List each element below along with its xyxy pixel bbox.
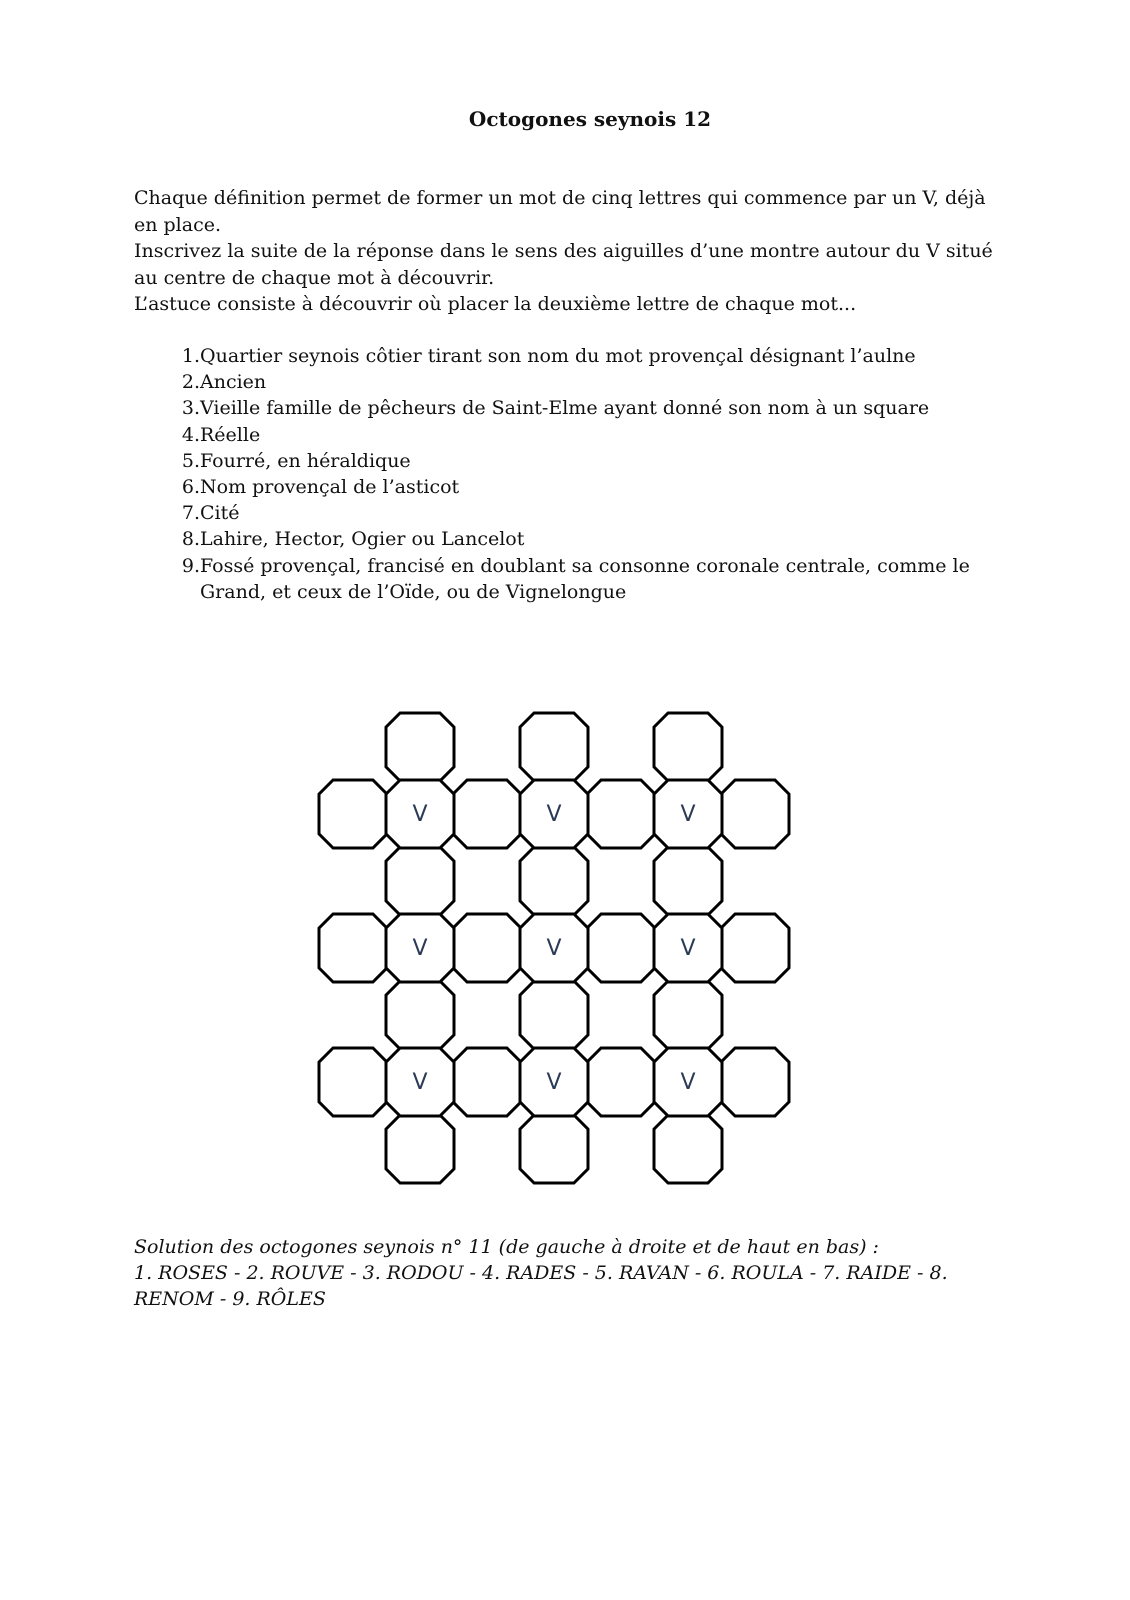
previous-solution	[134, 1234, 1004, 1312]
clue-number: 8.	[181, 528, 200, 551]
clue-text: Vieille famille de pêcheurs de Saint-Elme ayant donné son nom à un square	[200, 397, 930, 420]
letter-cell-octagon	[386, 847, 454, 915]
letter-cell-octagon	[654, 981, 722, 1049]
letter-cell-octagon	[386, 713, 454, 781]
letter-cell-octagon	[654, 1115, 722, 1183]
letter-cell-octagon	[654, 713, 722, 781]
center-letter: V	[412, 936, 428, 961]
letter-cell-octagon	[453, 1048, 521, 1116]
letter-cell-octagon	[520, 847, 588, 915]
clue-number: 7.	[181, 502, 200, 525]
letter-cell-octagon	[654, 847, 722, 915]
letter-cell-octagon	[721, 780, 789, 848]
letter-cell-octagon	[587, 780, 655, 848]
clue-text: Cité	[200, 502, 240, 525]
clue-number: 2.	[181, 371, 200, 394]
clue-number: 9.	[181, 554, 200, 577]
letter-cell-octagon	[386, 981, 454, 1049]
letter-cell-octagon	[453, 780, 521, 848]
letter-cell-octagon	[587, 1048, 655, 1116]
clue-text: Fossé provençal, francisé en doublant sa consonne coronale centrale, comme le Grand, et ceux de l’Oïde, ou de Vignelongue	[200, 554, 970, 603]
clue-number: 1.	[181, 345, 200, 367]
clue-number: 6.	[181, 476, 200, 499]
center-letter: V	[412, 1070, 428, 1095]
center-letter: V	[680, 802, 696, 827]
solution-answers: 1. ROSES - 2. ROUVE - 3. RODOU - 4. RADES - 5. RAVAN - 6. ROULA - 7. RAIDE - 8. RENOM - 9. RÔLES	[134, 1262, 948, 1310]
letter-cell-octagon	[319, 914, 387, 982]
instruction-paragraph: Inscrivez la suite de la réponse dans le sens des aiguilles d’une montre autour du V situé au centre de chaque mot à découvrir.	[134, 240, 993, 289]
clue-number: 3.	[181, 397, 200, 420]
instruction-paragraph: L’astuce consiste à découvrir où placer la deuxième lettre de chaque mot...	[134, 293, 857, 315]
letter-cell-octagon	[453, 914, 521, 982]
clue-text: Lahire, Hector, Ogier ou Lancelot	[200, 528, 525, 551]
center-letter: V	[680, 1070, 696, 1095]
letter-cell-octagon	[319, 1048, 387, 1116]
clue-text: Fourré, en héraldique	[200, 449, 411, 472]
letter-cell-octagon	[721, 1048, 789, 1116]
instruction-paragraph: Chaque définition permet de former un mot de cinq lettres qui commence par un V, déjà en place.	[134, 187, 986, 236]
center-letter: V	[680, 936, 696, 961]
clue-number: 4.	[181, 423, 200, 446]
clue-text: Ancien	[200, 371, 267, 394]
letter-cell-octagon	[587, 914, 655, 982]
clue-text: Quartier seynois côtier tirant son nom du mot provençal désignant l’aulne	[200, 345, 916, 367]
center-letter: V	[546, 802, 562, 827]
center-letter: V	[412, 802, 428, 827]
letter-cell-octagon	[520, 713, 588, 781]
center-letter: V	[546, 1070, 562, 1095]
letter-cell-octagon	[319, 780, 387, 848]
letter-cell-octagon	[520, 1115, 588, 1183]
page-title: Octogones seynois 12	[468, 107, 712, 131]
letter-cell-octagon	[520, 981, 588, 1049]
clue-text: Réelle	[200, 423, 261, 446]
clue-text: Nom provençal de l’asticot	[200, 476, 460, 499]
letter-cell-octagon	[721, 914, 789, 982]
solution-heading: Solution des octogones seynois n° 11 (de gauche à droite et de haut en bas) :	[134, 1236, 879, 1258]
clue-number: 5.	[181, 449, 200, 472]
letter-cell-octagon	[386, 1115, 454, 1183]
center-letter: V	[546, 936, 562, 961]
